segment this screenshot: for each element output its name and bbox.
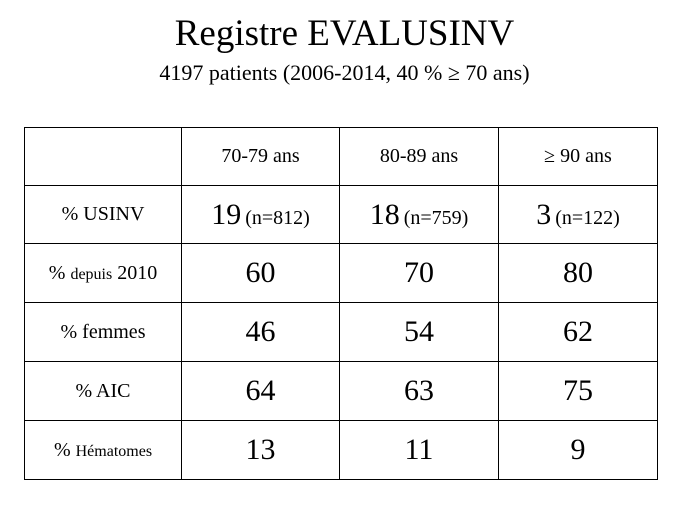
- table-row: [25, 362, 658, 421]
- row-label-depuis-2010: [25, 244, 182, 303]
- table-cell: 70: [340, 244, 499, 303]
- row-label-prefix: %: [53, 438, 71, 461]
- row-label-femmes: % femmes: [25, 303, 182, 362]
- cell-note: (n=122): [555, 206, 620, 229]
- results-table: [24, 127, 658, 480]
- table-cell: 63: [340, 362, 499, 421]
- table-cell: 62: [499, 303, 658, 362]
- column-header-80-89: 80-89 ans: [340, 128, 499, 186]
- table-cell: 80: [499, 244, 658, 303]
- table-cell: [499, 186, 658, 244]
- table-row: [25, 421, 658, 480]
- table-cell: 46: [182, 303, 340, 362]
- table-cell: 64: [182, 362, 340, 421]
- row-label-hematomes: [25, 421, 182, 480]
- cell-note: (n=812): [245, 206, 310, 229]
- slide-title: Registre EVALUSINV: [174, 13, 515, 54]
- row-label-aic: % AIC: [25, 362, 182, 421]
- table-cell: [340, 186, 499, 244]
- row-label-small: Hématomes: [75, 442, 153, 460]
- cell-note: (n=759): [403, 206, 469, 229]
- table-cell: 13: [182, 421, 340, 480]
- table-cell: 60: [182, 244, 340, 303]
- column-header-70-79: 70-79 ans: [182, 128, 340, 186]
- cell-value: 18: [369, 197, 400, 231]
- table-cell: 54: [340, 303, 499, 362]
- table-row: [25, 303, 658, 362]
- table-cell: 9: [499, 421, 658, 480]
- cell-value: 19: [211, 197, 242, 231]
- table-header-row: [25, 128, 658, 186]
- row-label-prefix: %: [48, 261, 66, 284]
- column-header-90-plus: ≥ 90 ans: [499, 128, 658, 186]
- table-corner-cell: [25, 128, 182, 186]
- table-cell: 75: [499, 362, 658, 421]
- row-label-usinv: % USINV: [25, 186, 182, 244]
- cell-value: 3: [536, 197, 552, 231]
- table-cell: 11: [340, 421, 499, 480]
- table-row: [25, 186, 658, 244]
- row-label-suffix: 2010: [117, 261, 158, 284]
- row-label-small: depuis: [70, 265, 113, 283]
- slide-subtitle: 4197 patients (2006-2014, 40 % ≥ 70 ans): [159, 60, 530, 85]
- table-row: [25, 244, 658, 303]
- table-cell: [182, 186, 340, 244]
